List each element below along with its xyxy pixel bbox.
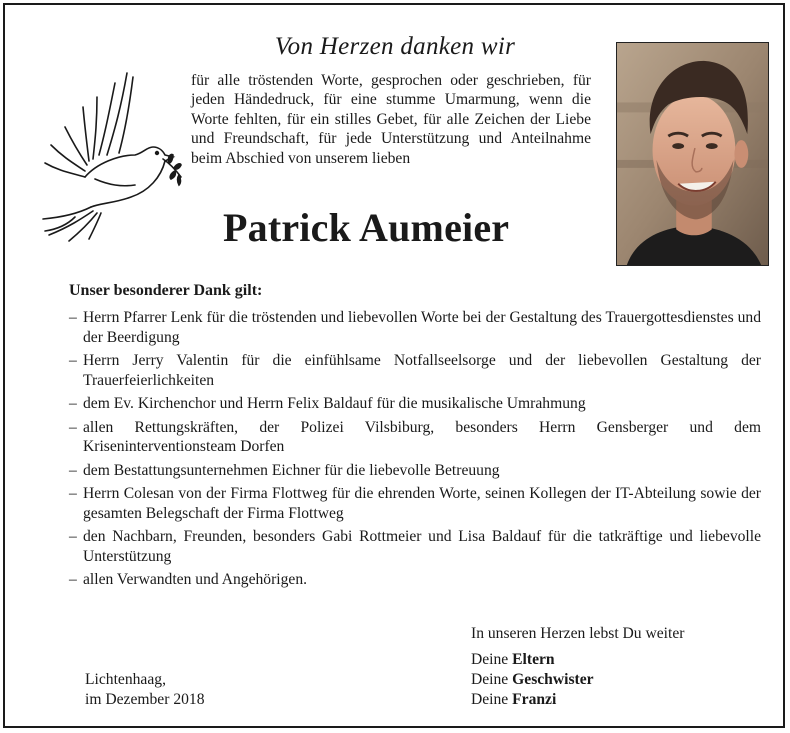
signer-line bbox=[471, 650, 594, 670]
signer-line bbox=[471, 670, 594, 690]
obituary-thank-you-notice bbox=[3, 3, 785, 728]
thanks-item bbox=[69, 308, 761, 347]
signer-prefix: Deine bbox=[471, 651, 509, 668]
list-dash: – bbox=[69, 309, 77, 326]
thanks-item-text: Herrn Jerry Valentin für die einfühlsame Notfallseelsorge und der liebevollen Gestaltung der Trauerfeierlichkeiten bbox=[83, 352, 761, 389]
thanks-list bbox=[69, 308, 761, 594]
signer-prefix: Deine bbox=[471, 671, 509, 688]
thanks-item bbox=[69, 351, 761, 390]
list-dash: – bbox=[69, 571, 77, 588]
portrait-photo bbox=[616, 42, 769, 266]
thanks-item-text: Herrn Colesan von der Firma Flottweg für die ehrenden Worte, seinen Kollegen der IT-Abteilung sowie der gesamten Belegschaft der Firma Flottweg bbox=[83, 485, 761, 522]
place: Lichtenhaag, bbox=[85, 671, 166, 688]
signer-name: Geschwister bbox=[512, 671, 594, 688]
signer-prefix: Deine bbox=[471, 691, 509, 708]
list-dash: – bbox=[69, 352, 77, 369]
list-dash: – bbox=[69, 395, 77, 412]
intro-text: für alle tröstenden Worte, gesprochen oder geschrieben, für jeden Händedruck, für eine stumme Umarmung, wenn die Worte fehlten, für ein stilles Gebet, für alle Zeichen der Liebe und Freundschaft, für jede Unterstützung und Anteilnahme beim Abschied von unserem lieben bbox=[191, 72, 591, 167]
closing-line: In unseren Herzen lebst Du weiter bbox=[471, 625, 685, 642]
thanks-item-text: dem Bestattungsunternehmen Eichner für die liebevolle Betreuung bbox=[83, 461, 500, 479]
headline: Von Herzen danken wir bbox=[274, 33, 516, 60]
thanks-item bbox=[69, 394, 761, 414]
list-dash: – bbox=[69, 528, 77, 545]
thanks-item bbox=[69, 570, 761, 590]
thanks-item bbox=[69, 484, 761, 523]
place-date-block bbox=[85, 670, 205, 710]
signer-name: Franzi bbox=[512, 691, 557, 708]
list-dash: – bbox=[69, 418, 77, 436]
thanks-item-text: allen Verwandten und Angehörigen. bbox=[83, 571, 308, 588]
thanks-item-text: dem Ev. Kirchenchor und Herrn Felix Baldauf für die musikalische Umrahmung bbox=[83, 395, 586, 412]
thanks-item bbox=[69, 527, 761, 566]
signer-line bbox=[471, 690, 594, 710]
list-dash: – bbox=[69, 485, 77, 502]
deceased-name: Patrick Aumeier bbox=[223, 205, 510, 250]
list-dash: – bbox=[69, 461, 77, 479]
thanks-item-text: allen Rettungskräften, der Polizei Vilsbiburg, besonders Herrn Gensberger und dem Kriseninterventionsteam Dorfen bbox=[83, 418, 761, 455]
signers-block bbox=[471, 650, 594, 710]
date: im Dezember 2018 bbox=[85, 691, 205, 708]
thanks-item-text: Herrn Pfarrer Lenk für die tröstenden und liebevollen Worte bei der Gestaltung des Trauergottesdienstes und der Beerdigung bbox=[83, 309, 761, 346]
dove-with-olive-branch-icon bbox=[35, 67, 183, 242]
signer-name: Eltern bbox=[512, 651, 555, 668]
thanks-item bbox=[69, 461, 761, 481]
thanks-item-text: den Nachbarn, Freunden, besonders Gabi Rottmeier und Lisa Baldauf für die tatkräftige und liebevolle Unterstützung bbox=[83, 528, 761, 565]
thanks-item bbox=[69, 418, 761, 457]
thanks-title: Unser besonderer Dank gilt: bbox=[69, 282, 263, 299]
